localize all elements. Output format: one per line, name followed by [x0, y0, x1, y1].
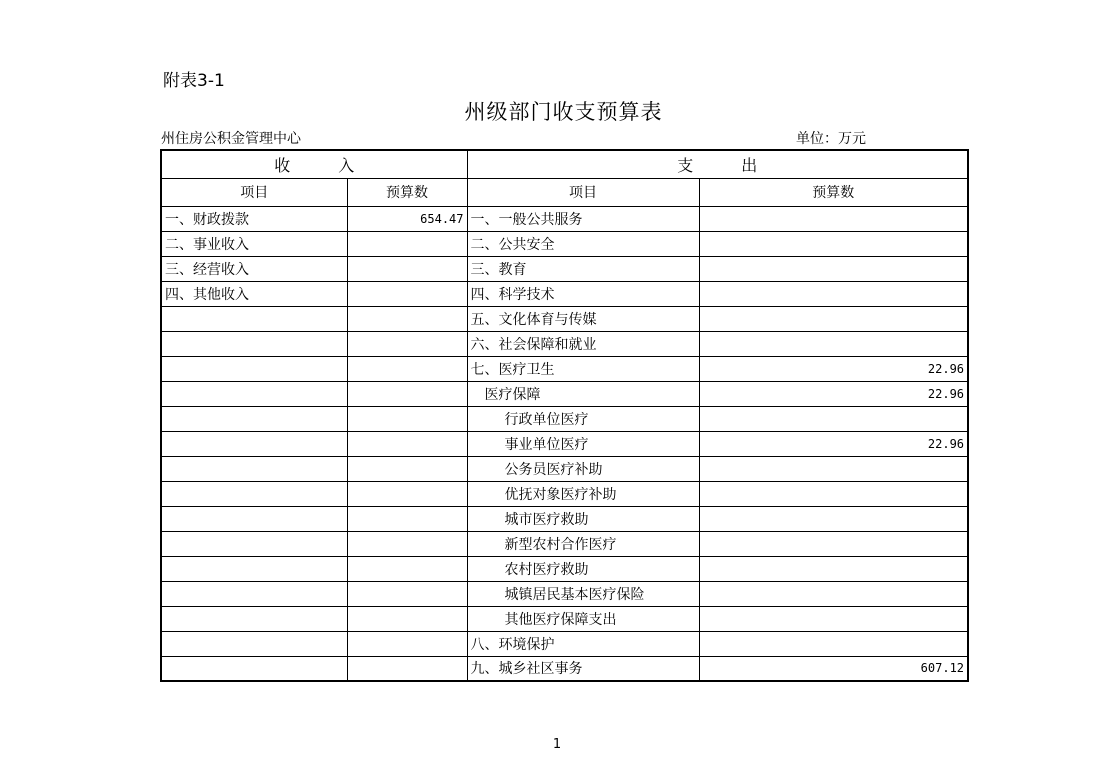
expense-item-cell: 事业单位医疗 [467, 431, 699, 456]
budget-table [160, 149, 969, 682]
expense-item-cell: 九、城乡社区事务 [467, 656, 699, 681]
table-row [161, 631, 968, 656]
expense-amount-cell [699, 556, 968, 581]
income-amount-cell [347, 331, 467, 356]
income-amount-cell [347, 481, 467, 506]
column-header-row [161, 178, 968, 206]
income-item-cell [161, 431, 347, 456]
income-item-cell [161, 331, 347, 356]
table-row [161, 456, 968, 481]
table-row [161, 656, 968, 681]
expense-item-cell: 公务员医疗补助 [467, 456, 699, 481]
table-row [161, 356, 968, 381]
income-amount-cell [347, 656, 467, 681]
expense-item-cell: 四、科学技术 [467, 281, 699, 306]
expense-amount-cell: 22.96 [699, 431, 968, 456]
table-row [161, 431, 968, 456]
expense-item-cell: 农村医疗救助 [467, 556, 699, 581]
expense-item-cell: 城镇居民基本医疗保险 [467, 581, 699, 606]
table-row [161, 556, 968, 581]
table-row [161, 256, 968, 281]
table-row [161, 531, 968, 556]
income-item-cell [161, 531, 347, 556]
income-item-cell [161, 481, 347, 506]
table-row [161, 381, 968, 406]
income-amount-cell [347, 431, 467, 456]
table-row [161, 206, 968, 231]
income-amount-cell: 654.47 [347, 206, 467, 231]
expense-item-cell: 七、医疗卫生 [467, 356, 699, 381]
expense-amount-cell: 22.96 [699, 356, 968, 381]
income-item-cell [161, 456, 347, 481]
expense-item-cell: 三、教育 [467, 256, 699, 281]
page-number: 1 [552, 737, 562, 752]
table-row [161, 281, 968, 306]
income-amount-cell [347, 631, 467, 656]
income-amount-cell [347, 231, 467, 256]
income-item-cell [161, 406, 347, 431]
page-title: 州级部门收支预算表 [464, 100, 663, 124]
expense-item-cell: 医疗保障 [467, 381, 699, 406]
expense-amount-cell [699, 331, 968, 356]
income-amount-cell [347, 556, 467, 581]
table-row [161, 581, 968, 606]
expense-amount-cell: 22.96 [699, 381, 968, 406]
expense-item-cell: 五、文化体育与传媒 [467, 306, 699, 331]
expense-item-cell: 优抚对象医疗补助 [467, 481, 699, 506]
income-amount-cell [347, 281, 467, 306]
section-expense: 支 出 [467, 150, 968, 178]
income-item-cell [161, 631, 347, 656]
income-amount-cell [347, 606, 467, 631]
header-expense-item: 项目 [467, 178, 699, 206]
income-item-cell: 三、经营收入 [161, 256, 347, 281]
organization-name: 州住房公积金管理中心 [161, 131, 301, 147]
income-item-cell [161, 556, 347, 581]
expense-item-cell: 其他医疗保障支出 [467, 606, 699, 631]
expense-amount-cell [699, 256, 968, 281]
income-amount-cell [347, 381, 467, 406]
expense-amount-cell [699, 306, 968, 331]
expense-amount-cell [699, 406, 968, 431]
expense-item-cell: 八、环境保护 [467, 631, 699, 656]
income-item-cell [161, 381, 347, 406]
income-item-cell [161, 581, 347, 606]
expense-amount-cell [699, 231, 968, 256]
expense-amount-cell [699, 531, 968, 556]
expense-amount-cell [699, 456, 968, 481]
header-income-item: 项目 [161, 178, 347, 206]
expense-item-cell: 二、公共安全 [467, 231, 699, 256]
income-amount-cell [347, 356, 467, 381]
table-row [161, 231, 968, 256]
appendix-label: 附表3-1 [163, 71, 225, 91]
income-item-cell [161, 656, 347, 681]
expense-amount-cell [699, 206, 968, 231]
income-amount-cell [347, 256, 467, 281]
expense-amount-cell [699, 631, 968, 656]
table-row [161, 306, 968, 331]
income-item-cell [161, 306, 347, 331]
income-item-cell [161, 506, 347, 531]
table-row [161, 481, 968, 506]
income-item-cell [161, 606, 347, 631]
expense-item-cell: 一、一般公共服务 [467, 206, 699, 231]
income-item-cell: 一、财政拨款 [161, 206, 347, 231]
expense-item-cell: 行政单位医疗 [467, 406, 699, 431]
section-income: 收 入 [161, 150, 467, 178]
income-amount-cell [347, 506, 467, 531]
expense-item-cell: 新型农村合作医疗 [467, 531, 699, 556]
expense-amount-cell: 607.12 [699, 656, 968, 681]
table-row [161, 606, 968, 631]
income-amount-cell [347, 306, 467, 331]
header-income-amount: 预算数 [347, 178, 467, 206]
expense-amount-cell [699, 606, 968, 631]
expense-item-cell: 城市医疗救助 [467, 506, 699, 531]
expense-amount-cell [699, 481, 968, 506]
table-row [161, 406, 968, 431]
table-row [161, 506, 968, 531]
income-item-cell [161, 356, 347, 381]
income-amount-cell [347, 531, 467, 556]
income-item-cell: 四、其他收入 [161, 281, 347, 306]
income-amount-cell [347, 406, 467, 431]
expense-item-cell: 六、社会保障和就业 [467, 331, 699, 356]
expense-amount-cell [699, 581, 968, 606]
table-row [161, 331, 968, 356]
section-header-row [161, 150, 968, 178]
income-amount-cell [347, 581, 467, 606]
income-item-cell: 二、事业收入 [161, 231, 347, 256]
expense-amount-cell [699, 281, 968, 306]
expense-amount-cell [699, 506, 968, 531]
header-expense-amount: 预算数 [699, 178, 968, 206]
unit-label: 单位：万元 [796, 131, 866, 147]
income-amount-cell [347, 456, 467, 481]
